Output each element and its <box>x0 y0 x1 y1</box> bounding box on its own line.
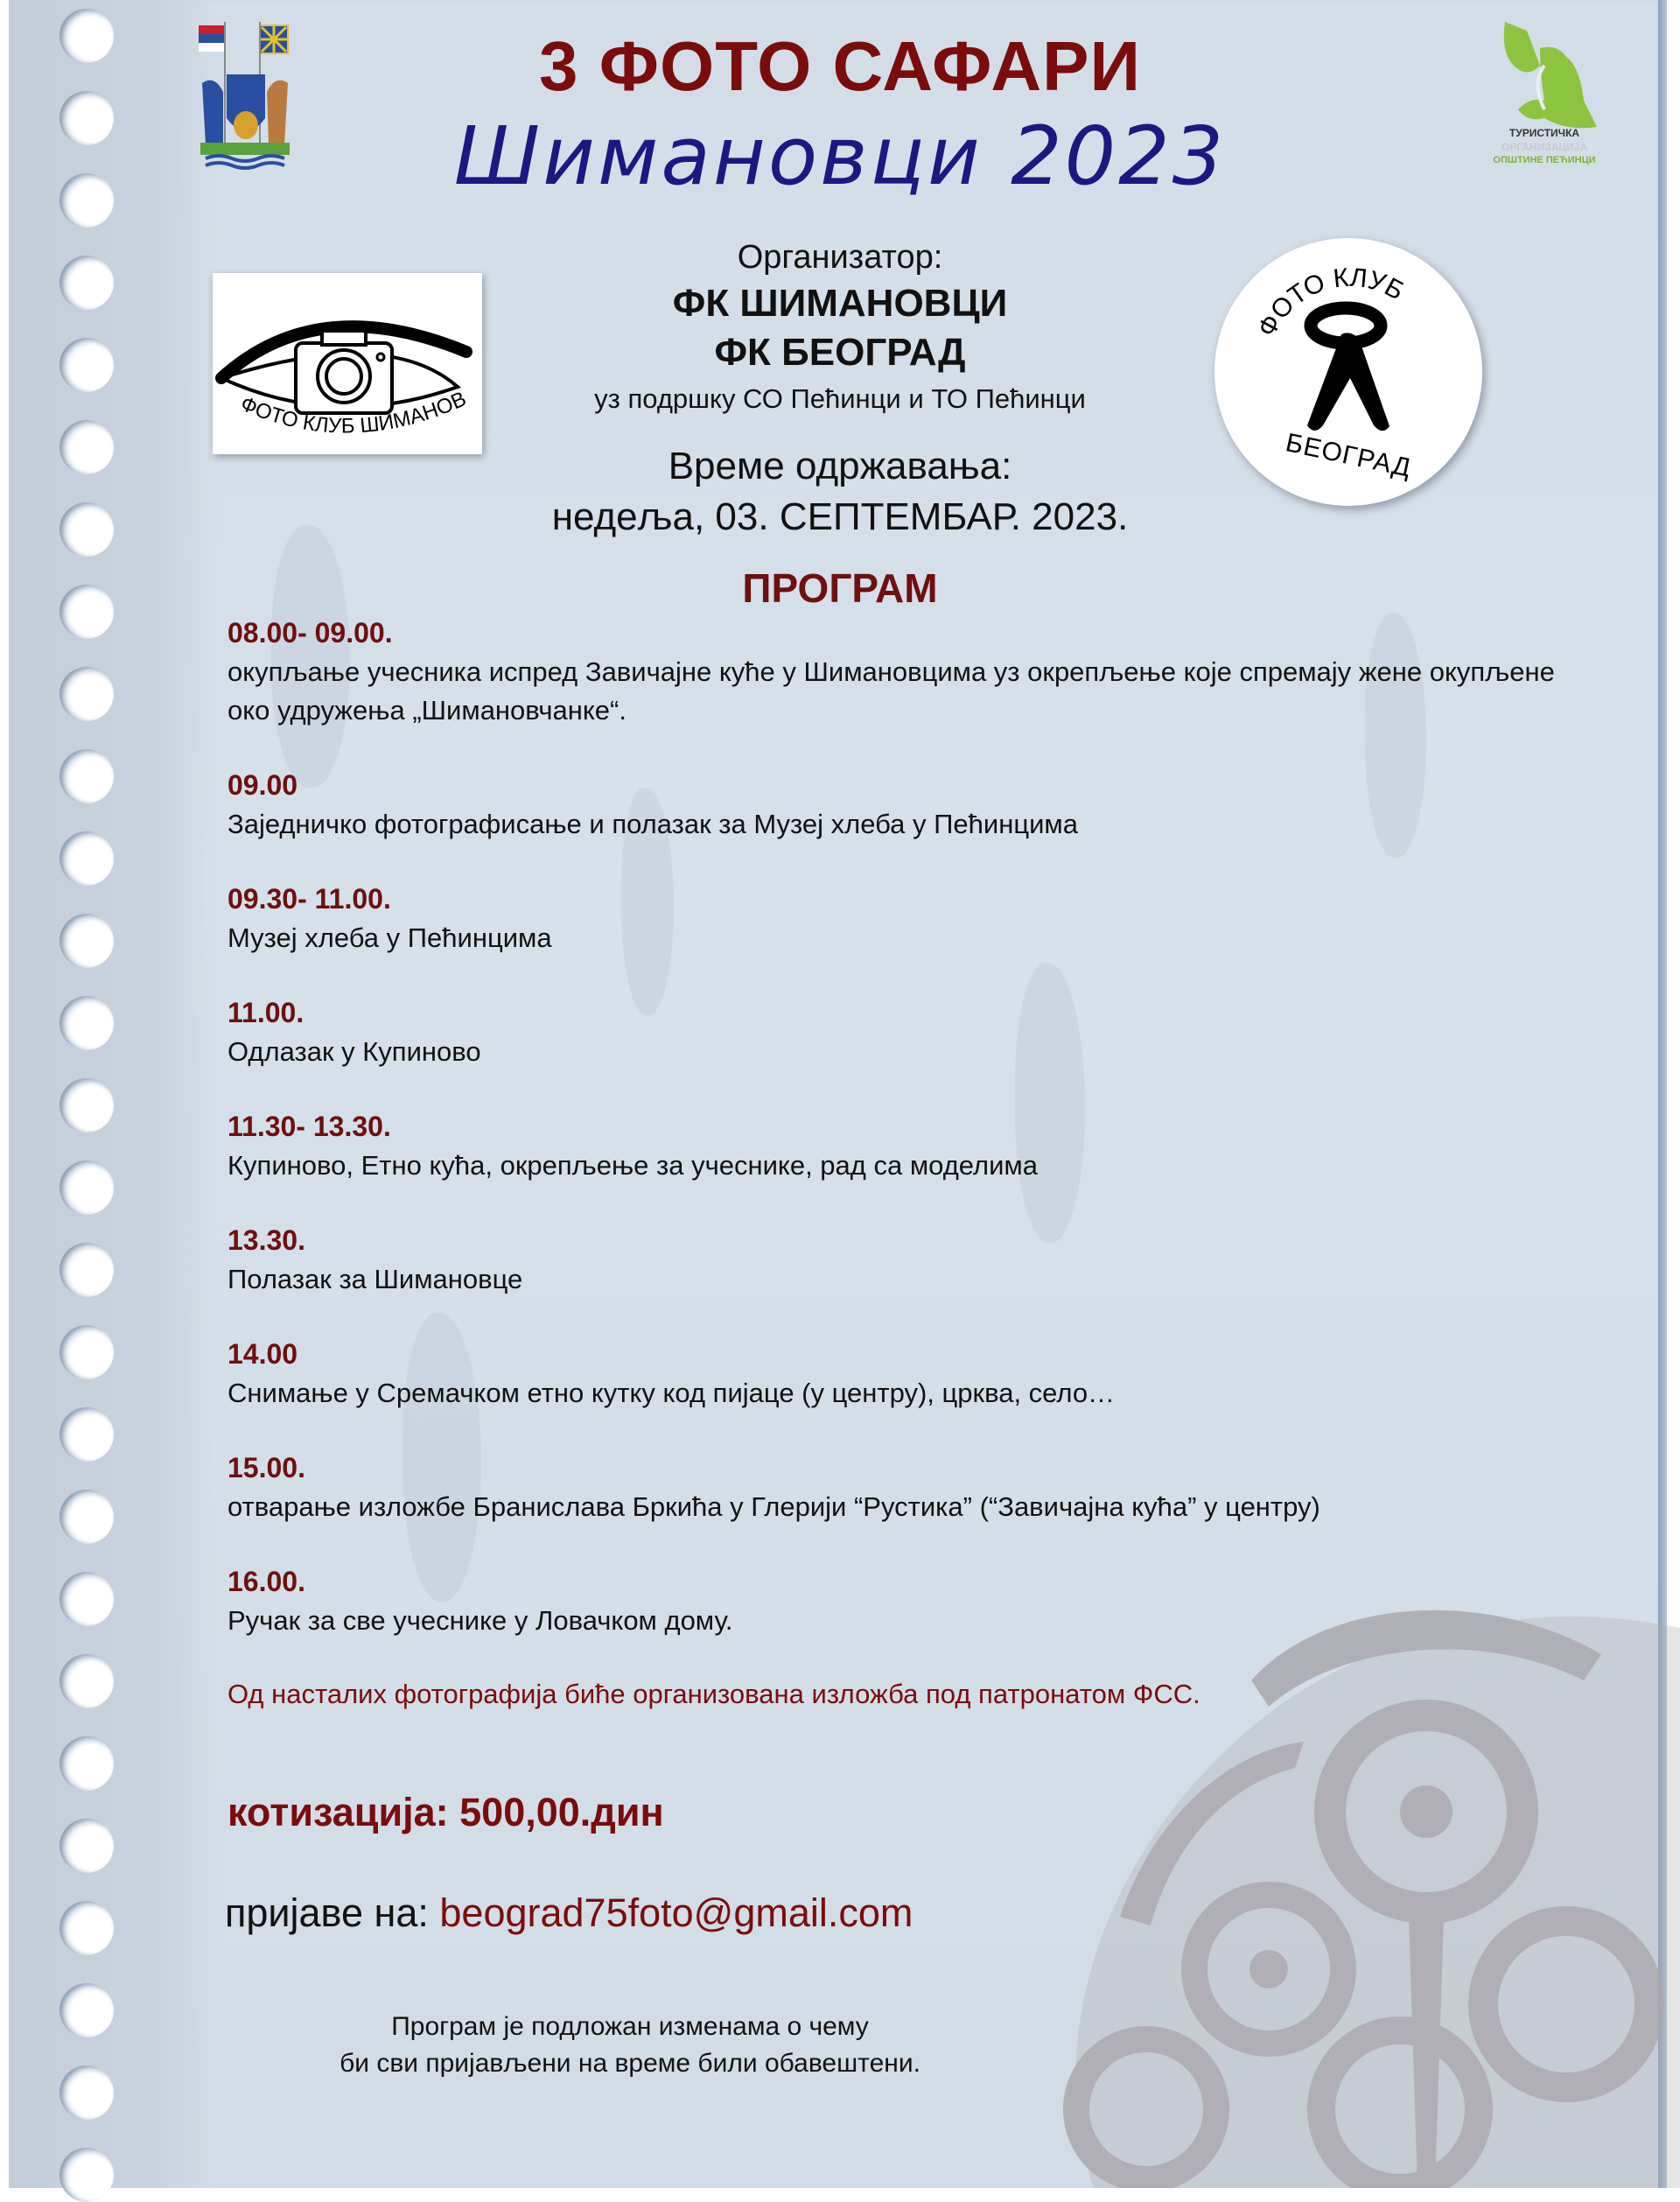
schedule-time: 08.00- 09.00. <box>228 617 393 649</box>
spiral-hole <box>60 1819 114 1873</box>
organizer-support: уз подршку СО Пећинци и ТО Пећинци <box>594 383 1086 414</box>
schedule-time: 13.30. <box>228 1224 305 1256</box>
schedule-item <box>228 1106 1592 1185</box>
schedule-desc: Одлазак у Купиново <box>228 1036 481 1067</box>
spiral-hole <box>60 1572 114 1626</box>
program-schedule <box>228 613 1592 1640</box>
registration-line <box>225 1890 913 1936</box>
schedule-time: 15.00. <box>228 1452 305 1483</box>
spiral-hole <box>60 1407 114 1462</box>
spiral-hole <box>60 1983 114 2037</box>
schedule-desc: Снимање у Сремачком етно кутку код пијаце (у центру), црква, село… <box>228 1378 1116 1408</box>
disclaimer <box>262 2009 998 2082</box>
schedule-item <box>228 1561 1592 1640</box>
spiral-hole <box>60 1736 114 1791</box>
schedule-desc: Ручак за све учеснике у Ловачком дому. <box>228 1605 733 1636</box>
schedule-item <box>228 765 1592 844</box>
spiral-hole <box>60 1078 114 1133</box>
schedule-desc: Музеј хлеба у Пећинцима <box>228 922 552 953</box>
event-date: недеља, 03. СЕПТЕМБАР. 2023. <box>551 495 1129 538</box>
page-subtitle: Шимановци 2023 <box>453 109 1227 203</box>
registration-label: пријаве на: <box>225 1890 429 1935</box>
schedule-time: 09.00 <box>228 769 298 801</box>
spiral-hole <box>60 749 114 803</box>
event-time-label: Време одржавања: <box>668 445 1012 487</box>
schedule-time: 16.00. <box>228 1566 305 1597</box>
schedule-item <box>228 613 1592 730</box>
schedule-desc: Заједничко фотографисање и полазак за Музеј хлеба у Пећинцима <box>228 809 1078 839</box>
registration-fee: котизација: 500,00.дин <box>228 1790 664 1834</box>
ornament-pattern <box>989 1549 1680 2188</box>
spiral-hole <box>60 1161 114 1215</box>
fk-beograd-top-text: ФОТО КЛУБ <box>1252 263 1409 342</box>
schedule-desc: Купиново, Етно кућа, окрепљење за учеснике, рад са моделима <box>228 1150 1038 1181</box>
disclaimer-line2: би сви пријављени на време били обавештени. <box>340 2049 920 2078</box>
program-title: ПРОГРАМ <box>742 565 938 611</box>
page-title: 3 ФОТО САФАРИ <box>538 27 1142 105</box>
fk-beograd-bottom-text: БЕОГРАД <box>1283 428 1414 483</box>
tourist-org-line3: ОПШТИНЕ ПЕЋИНЦИ <box>1493 155 1596 165</box>
organizer-label: Организатор: <box>737 239 943 276</box>
spiral-hole <box>60 667 114 721</box>
schedule-desc: окупљање учесника испред Завичајне куће у Шимановцима уз окрепљење које спремају жене окупљене око удружења „Шимановчанке“. <box>228 656 1555 726</box>
fk-simanovci-text: ФОТО КЛУБ ШИМАНОВ <box>236 387 470 438</box>
schedule-item <box>228 1220 1592 1299</box>
exhibition-note: Од насталих фотографија биће организована изложба под патронатом ФСС. <box>228 1679 1200 1709</box>
schedule-desc: Полазак за Шимановце <box>228 1264 523 1294</box>
schedule-time: 11.30- 13.30. <box>228 1111 391 1142</box>
organizer-2: ФК БЕОГРАД <box>714 331 966 374</box>
registration-email-link[interactable]: beograd75foto@gmail.com <box>439 1890 914 1935</box>
schedule-item <box>228 879 1592 957</box>
schedule-time: 11.00. <box>228 997 304 1028</box>
spiral-strip <box>9 0 219 2188</box>
tourist-org-line2: ОРГАНИЗАЦИЈА <box>1501 141 1588 153</box>
spiral-hole <box>60 914 114 968</box>
schedule-time: 14.00 <box>228 1338 298 1370</box>
spiral-hole <box>60 1243 114 1297</box>
schedule-item <box>228 992 1592 1071</box>
spiral-hole <box>60 2065 114 2120</box>
spiral-hole <box>60 996 114 1050</box>
schedule-time: 09.30- 11.00. <box>228 883 391 915</box>
tourist-org-line1: ТУРИСТИЧКА <box>1508 127 1580 139</box>
spiral-hole <box>60 1901 114 1955</box>
spiral-hole <box>60 1654 114 1708</box>
disclaimer-line1: Програм је подложан изменама о чему <box>391 2012 869 2041</box>
spiral-hole <box>60 2148 114 2202</box>
organizer-1: ФК ШИМАНОВЦИ <box>672 282 1008 325</box>
spiral-hole <box>60 831 114 886</box>
schedule-item <box>228 1334 1592 1413</box>
schedule-item <box>228 1448 1592 1526</box>
schedule-desc: отварање изложбе Бранислава Бркића у Глерији “Рустика” (“Завичајна кућа” у центру) <box>228 1491 1320 1522</box>
spiral-hole <box>60 1490 114 1544</box>
spiral-hole <box>60 1325 114 1379</box>
